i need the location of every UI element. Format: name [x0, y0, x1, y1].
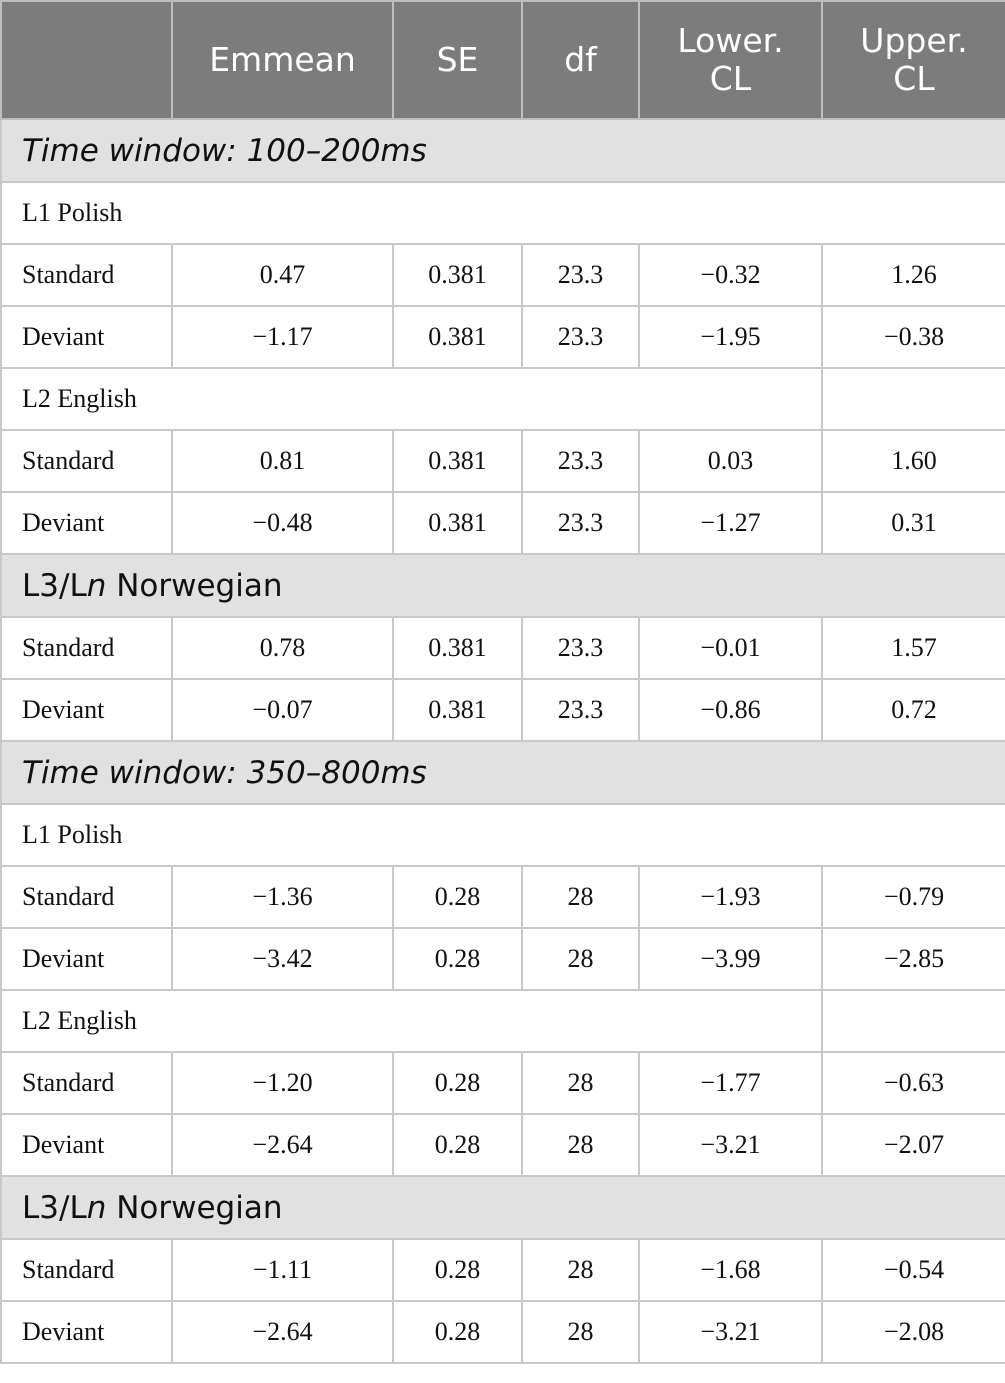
- row-label: Deviant: [1, 679, 172, 741]
- table-row: [1, 617, 1005, 679]
- table-row: [1, 1301, 1005, 1363]
- group-label-italic: n: [86, 1189, 107, 1226]
- cell-upper-cl: 1.57: [822, 617, 1005, 679]
- table-row: [1, 492, 1005, 554]
- cell-emmean: 0.47: [172, 244, 393, 306]
- row-label: Standard: [1, 244, 172, 306]
- cell-upper-cl: −0.38: [822, 306, 1005, 368]
- cell-se: 0.28: [393, 1114, 522, 1176]
- cell-df: 28: [522, 928, 639, 990]
- cell-upper-cl: 1.60: [822, 430, 1005, 492]
- header-row: [1, 1, 1005, 119]
- cell-lower-cl: −3.21: [639, 1301, 822, 1363]
- section-header: [1, 119, 1005, 182]
- cell-df: 23.3: [522, 492, 639, 554]
- cell-se: 0.381: [393, 492, 522, 554]
- cell-lower-cl: 0.03: [639, 430, 822, 492]
- table-row: [1, 430, 1005, 492]
- cell-emmean: −3.42: [172, 928, 393, 990]
- table-row: [1, 928, 1005, 990]
- cell-emmean: −1.36: [172, 866, 393, 928]
- row-label: Deviant: [1, 1301, 172, 1363]
- empty-cell: [822, 368, 1005, 430]
- cell-lower-cl: −1.68: [639, 1239, 822, 1301]
- cell-upper-cl: 0.72: [822, 679, 1005, 741]
- row-label: Deviant: [1, 928, 172, 990]
- cell-upper-cl: −0.63: [822, 1052, 1005, 1114]
- group-row: [1, 990, 1005, 1052]
- group-row: [1, 368, 1005, 430]
- cell-df: 28: [522, 866, 639, 928]
- cell-se: 0.381: [393, 306, 522, 368]
- section-title: Time window: 350–800ms: [1, 741, 1005, 804]
- cell-emmean: −2.64: [172, 1301, 393, 1363]
- group-label-prefix: L3/L: [22, 1189, 87, 1226]
- cell-emmean: −2.64: [172, 1114, 393, 1176]
- cell-emmean: −1.11: [172, 1239, 393, 1301]
- header-se: SE: [393, 1, 522, 119]
- table-row: [1, 866, 1005, 928]
- cell-se: 0.381: [393, 679, 522, 741]
- cell-lower-cl: −3.21: [639, 1114, 822, 1176]
- group-label-prefix: L3/L: [22, 567, 87, 604]
- cell-se: 0.381: [393, 430, 522, 492]
- group-label: L2 English: [1, 368, 822, 430]
- section-header: [1, 741, 1005, 804]
- cell-se: 0.28: [393, 1052, 522, 1114]
- table-row: [1, 679, 1005, 741]
- cell-se: 0.381: [393, 617, 522, 679]
- cell-emmean: −0.07: [172, 679, 393, 741]
- cell-lower-cl: −1.93: [639, 866, 822, 928]
- table-row: [1, 1052, 1005, 1114]
- group-label: L2 English: [1, 990, 822, 1052]
- group-label: L1 Polish: [1, 804, 1005, 866]
- cell-upper-cl: −2.85: [822, 928, 1005, 990]
- header-blank: [1, 1, 172, 119]
- group-header: [1, 554, 1005, 617]
- group-label: [1, 554, 1005, 617]
- table-row: [1, 1114, 1005, 1176]
- cell-se: 0.28: [393, 1239, 522, 1301]
- cell-se: 0.28: [393, 866, 522, 928]
- group-label: L1 Polish: [1, 182, 1005, 244]
- header-df: df: [522, 1, 639, 119]
- row-label: Standard: [1, 1052, 172, 1114]
- cell-df: 28: [522, 1301, 639, 1363]
- cell-se: 0.28: [393, 928, 522, 990]
- cell-df: 28: [522, 1052, 639, 1114]
- cell-upper-cl: −2.08: [822, 1301, 1005, 1363]
- group-row: [1, 182, 1005, 244]
- empty-cell: [822, 990, 1005, 1052]
- row-label: Standard: [1, 1239, 172, 1301]
- cell-emmean: 0.81: [172, 430, 393, 492]
- cell-upper-cl: 1.26: [822, 244, 1005, 306]
- group-label: [1, 1176, 1005, 1239]
- cell-se: 0.28: [393, 1301, 522, 1363]
- row-label: Standard: [1, 430, 172, 492]
- cell-df: 23.3: [522, 679, 639, 741]
- cell-lower-cl: −0.01: [639, 617, 822, 679]
- header-lower-cl: Lower. CL: [639, 1, 822, 119]
- cell-lower-cl: −0.86: [639, 679, 822, 741]
- row-label: Standard: [1, 617, 172, 679]
- group-label-suffix: Norwegian: [106, 567, 283, 604]
- header-emmean: Emmean: [172, 1, 393, 119]
- table-row: [1, 244, 1005, 306]
- cell-se: 0.381: [393, 244, 522, 306]
- group-label-suffix: Norwegian: [106, 1189, 283, 1226]
- cell-emmean: 0.78: [172, 617, 393, 679]
- cell-emmean: −1.20: [172, 1052, 393, 1114]
- cell-upper-cl: −2.07: [822, 1114, 1005, 1176]
- cell-lower-cl: −1.77: [639, 1052, 822, 1114]
- group-header: [1, 1176, 1005, 1239]
- table-row: [1, 306, 1005, 368]
- cell-lower-cl: −1.27: [639, 492, 822, 554]
- cell-df: 23.3: [522, 306, 639, 368]
- row-label: Standard: [1, 866, 172, 928]
- cell-upper-cl: −0.79: [822, 866, 1005, 928]
- cell-lower-cl: −0.32: [639, 244, 822, 306]
- cell-df: 28: [522, 1114, 639, 1176]
- table-row: [1, 1239, 1005, 1301]
- cell-lower-cl: −1.95: [639, 306, 822, 368]
- cell-df: 23.3: [522, 617, 639, 679]
- row-label: Deviant: [1, 306, 172, 368]
- cell-df: 28: [522, 1239, 639, 1301]
- cell-upper-cl: 0.31: [822, 492, 1005, 554]
- cell-emmean: −1.17: [172, 306, 393, 368]
- header-upper-cl: Upper. CL: [822, 1, 1005, 119]
- cell-upper-cl: −0.54: [822, 1239, 1005, 1301]
- cell-df: 23.3: [522, 430, 639, 492]
- group-row: [1, 804, 1005, 866]
- section-title: Time window: 100–200ms: [1, 119, 1005, 182]
- cell-df: 23.3: [522, 244, 639, 306]
- row-label: Deviant: [1, 492, 172, 554]
- row-label: Deviant: [1, 1114, 172, 1176]
- cell-lower-cl: −3.99: [639, 928, 822, 990]
- group-label-italic: n: [86, 567, 107, 604]
- cell-emmean: −0.48: [172, 492, 393, 554]
